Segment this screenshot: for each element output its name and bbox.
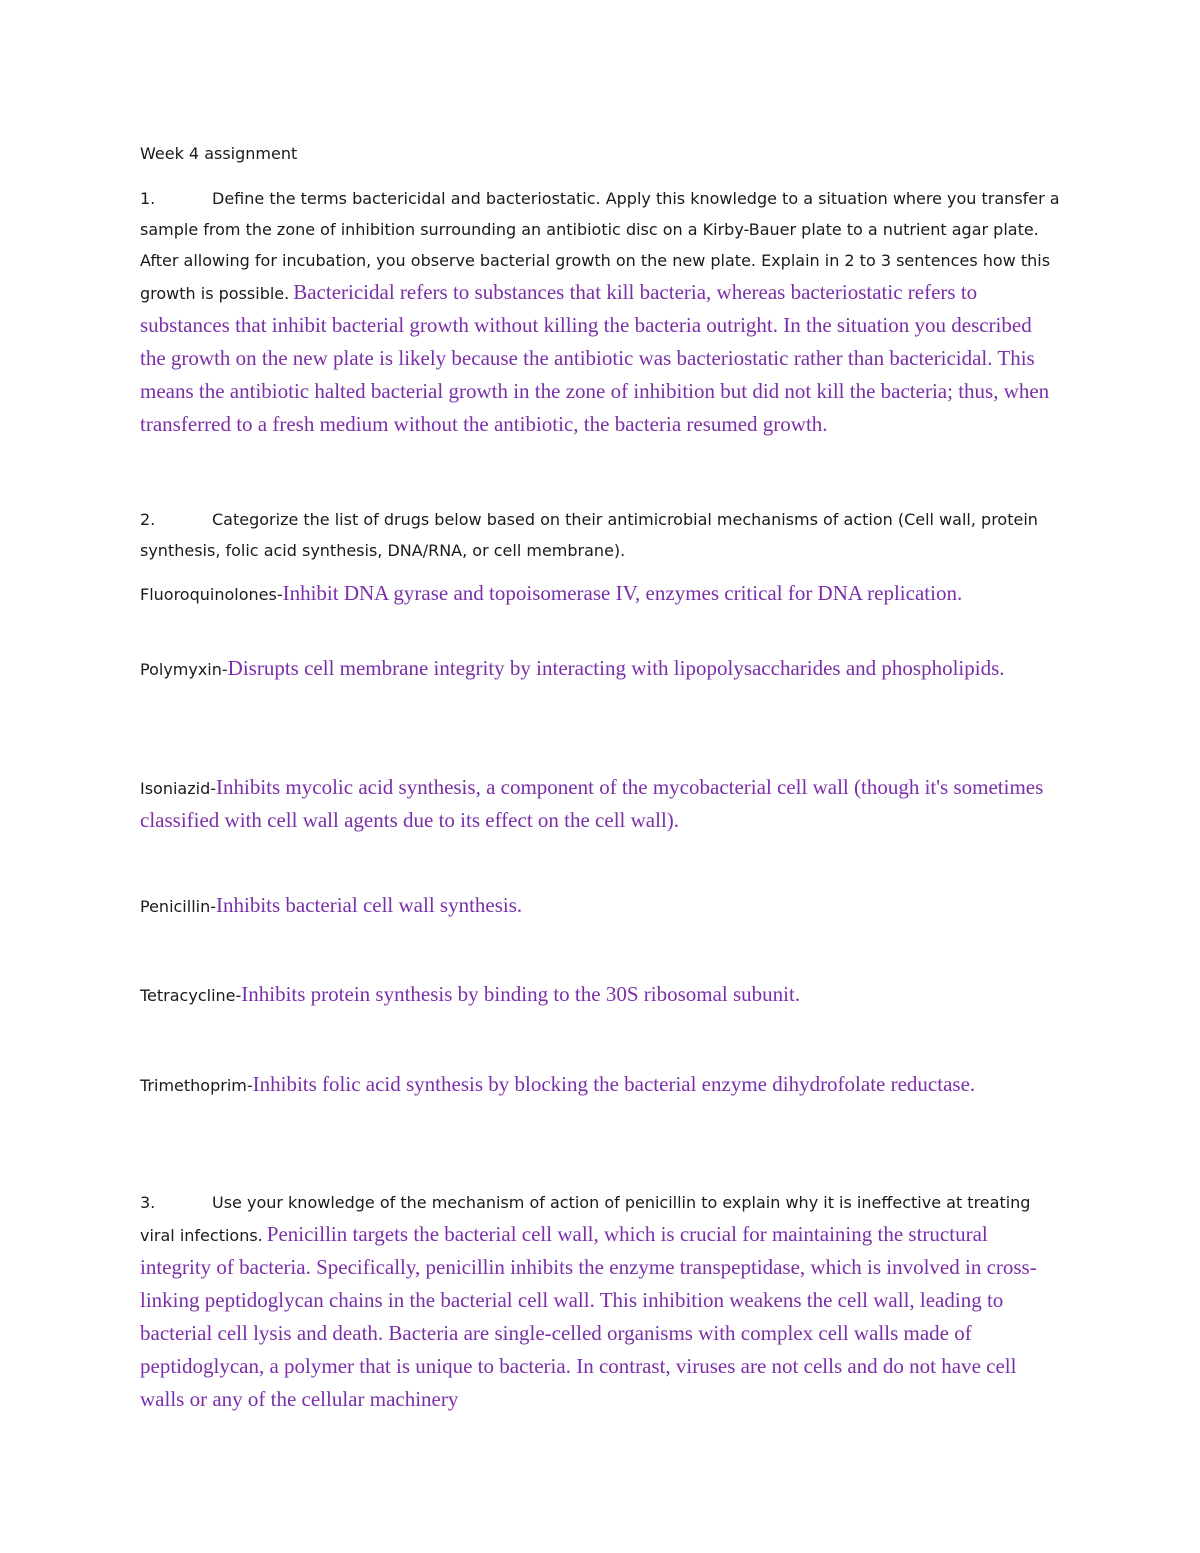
drug-answer: Inhibits bacterial cell wall synthesis. [216, 893, 523, 917]
drug-name: Trimethoprim- [140, 1076, 253, 1095]
question-2 [140, 505, 1060, 567]
drug-answer: Inhibits folic acid synthesis by blocking the bacterial enzyme dihydrofolate reductase. [252, 1072, 976, 1096]
question-3 [140, 1188, 1060, 1417]
drug-answer: Inhibit DNA gyrase and topoisomerase IV, enzymes critical for DNA replication. [282, 581, 963, 605]
question-1-answer: Bactericidal refers to substances that kill bacteria, whereas bacteriostatic refers to substances that inhibit bacterial growth without killing the bacteria outright. In the situation you described the growth on the new plate is likely because the antibiotic was bacteriostatic rather than bactericidal. This means the antibiotic halted bacterial growth in the zone of inhibition but did not kill the bacteria; thus, when transferred to a fresh medium without the antibiotic, the bacteria resumed growth. [140, 280, 1050, 436]
drug-name: Polymyxin- [140, 660, 228, 679]
question-2-number: 2. [140, 510, 156, 529]
drug-entry-trimethoprim [140, 1069, 1060, 1102]
question-3-answer: Penicillin targets the bacterial cell wall, which is crucial for maintaining the structural integrity of bacteria. Specifically, penicillin inhibits the enzyme transpeptidase, which is involved in cross-linking peptidoglycan chains in the bacterial cell wall. This inhibition weakens the cell wall, leading to bacterial cell lysis and death. Bacteria are single-celled organisms with complex cell walls made of peptidoglycan, a polymer that is unique to bacteria. In contrast, viruses are not cells and do not have cell walls or any of the cellular machinery [140, 1222, 1037, 1411]
question-3-number: 3. [140, 1193, 156, 1212]
drug-answer: Disrupts cell membrane integrity by interacting with lipopolysaccharides and phospholipids. [227, 656, 1005, 680]
drug-entry-fluoroquinolones [140, 578, 1060, 611]
drug-name: Penicillin- [140, 897, 216, 916]
question-2-prompt: Categorize the list of drugs below based on their antimicrobial mechanisms of action (Cell wall, protein synthesis, folic acid synthesis, DNA/RNA, or cell membrane). [140, 510, 1038, 560]
drug-entry-tetracycline [140, 979, 1060, 1012]
document-title: Week 4 assignment [140, 144, 298, 163]
question-3-prompt: Use your knowledge of the mechanism of action of penicillin to explain why it is ineffective at treating viral infections. [140, 1193, 1031, 1245]
question-1-number: 1. [140, 189, 156, 208]
drug-answer: Inhibits protein synthesis by binding to the 30S ribosomal subunit. [241, 982, 801, 1006]
drug-answer: Inhibits mycolic acid synthesis, a component of the mycobacterial cell wall (though it's sometimes classified with cell wall agents due to its effect on the cell wall). [140, 775, 1044, 832]
drug-entry-isoniazid [140, 772, 1060, 838]
question-1-prompt: Define the terms bactericidal and bacteriostatic. Apply this knowledge to a situation where you transfer a sample from the zone of inhibition surrounding an antibiotic disc on a Kirby-Bauer plate to a nutrient agar plate. After allowing for incubation, you observe bacterial growth on the new plate. Explain in 2 to 3 sentences how this growth is possible. [140, 189, 1060, 303]
drug-name: Tetracycline- [140, 986, 242, 1005]
drug-name: Fluoroquinolones- [140, 585, 283, 604]
drug-name: Isoniazid- [140, 779, 217, 798]
question-1 [140, 184, 1060, 442]
drug-entry-penicillin [140, 890, 1060, 923]
drug-entry-polymyxin [140, 653, 1060, 686]
